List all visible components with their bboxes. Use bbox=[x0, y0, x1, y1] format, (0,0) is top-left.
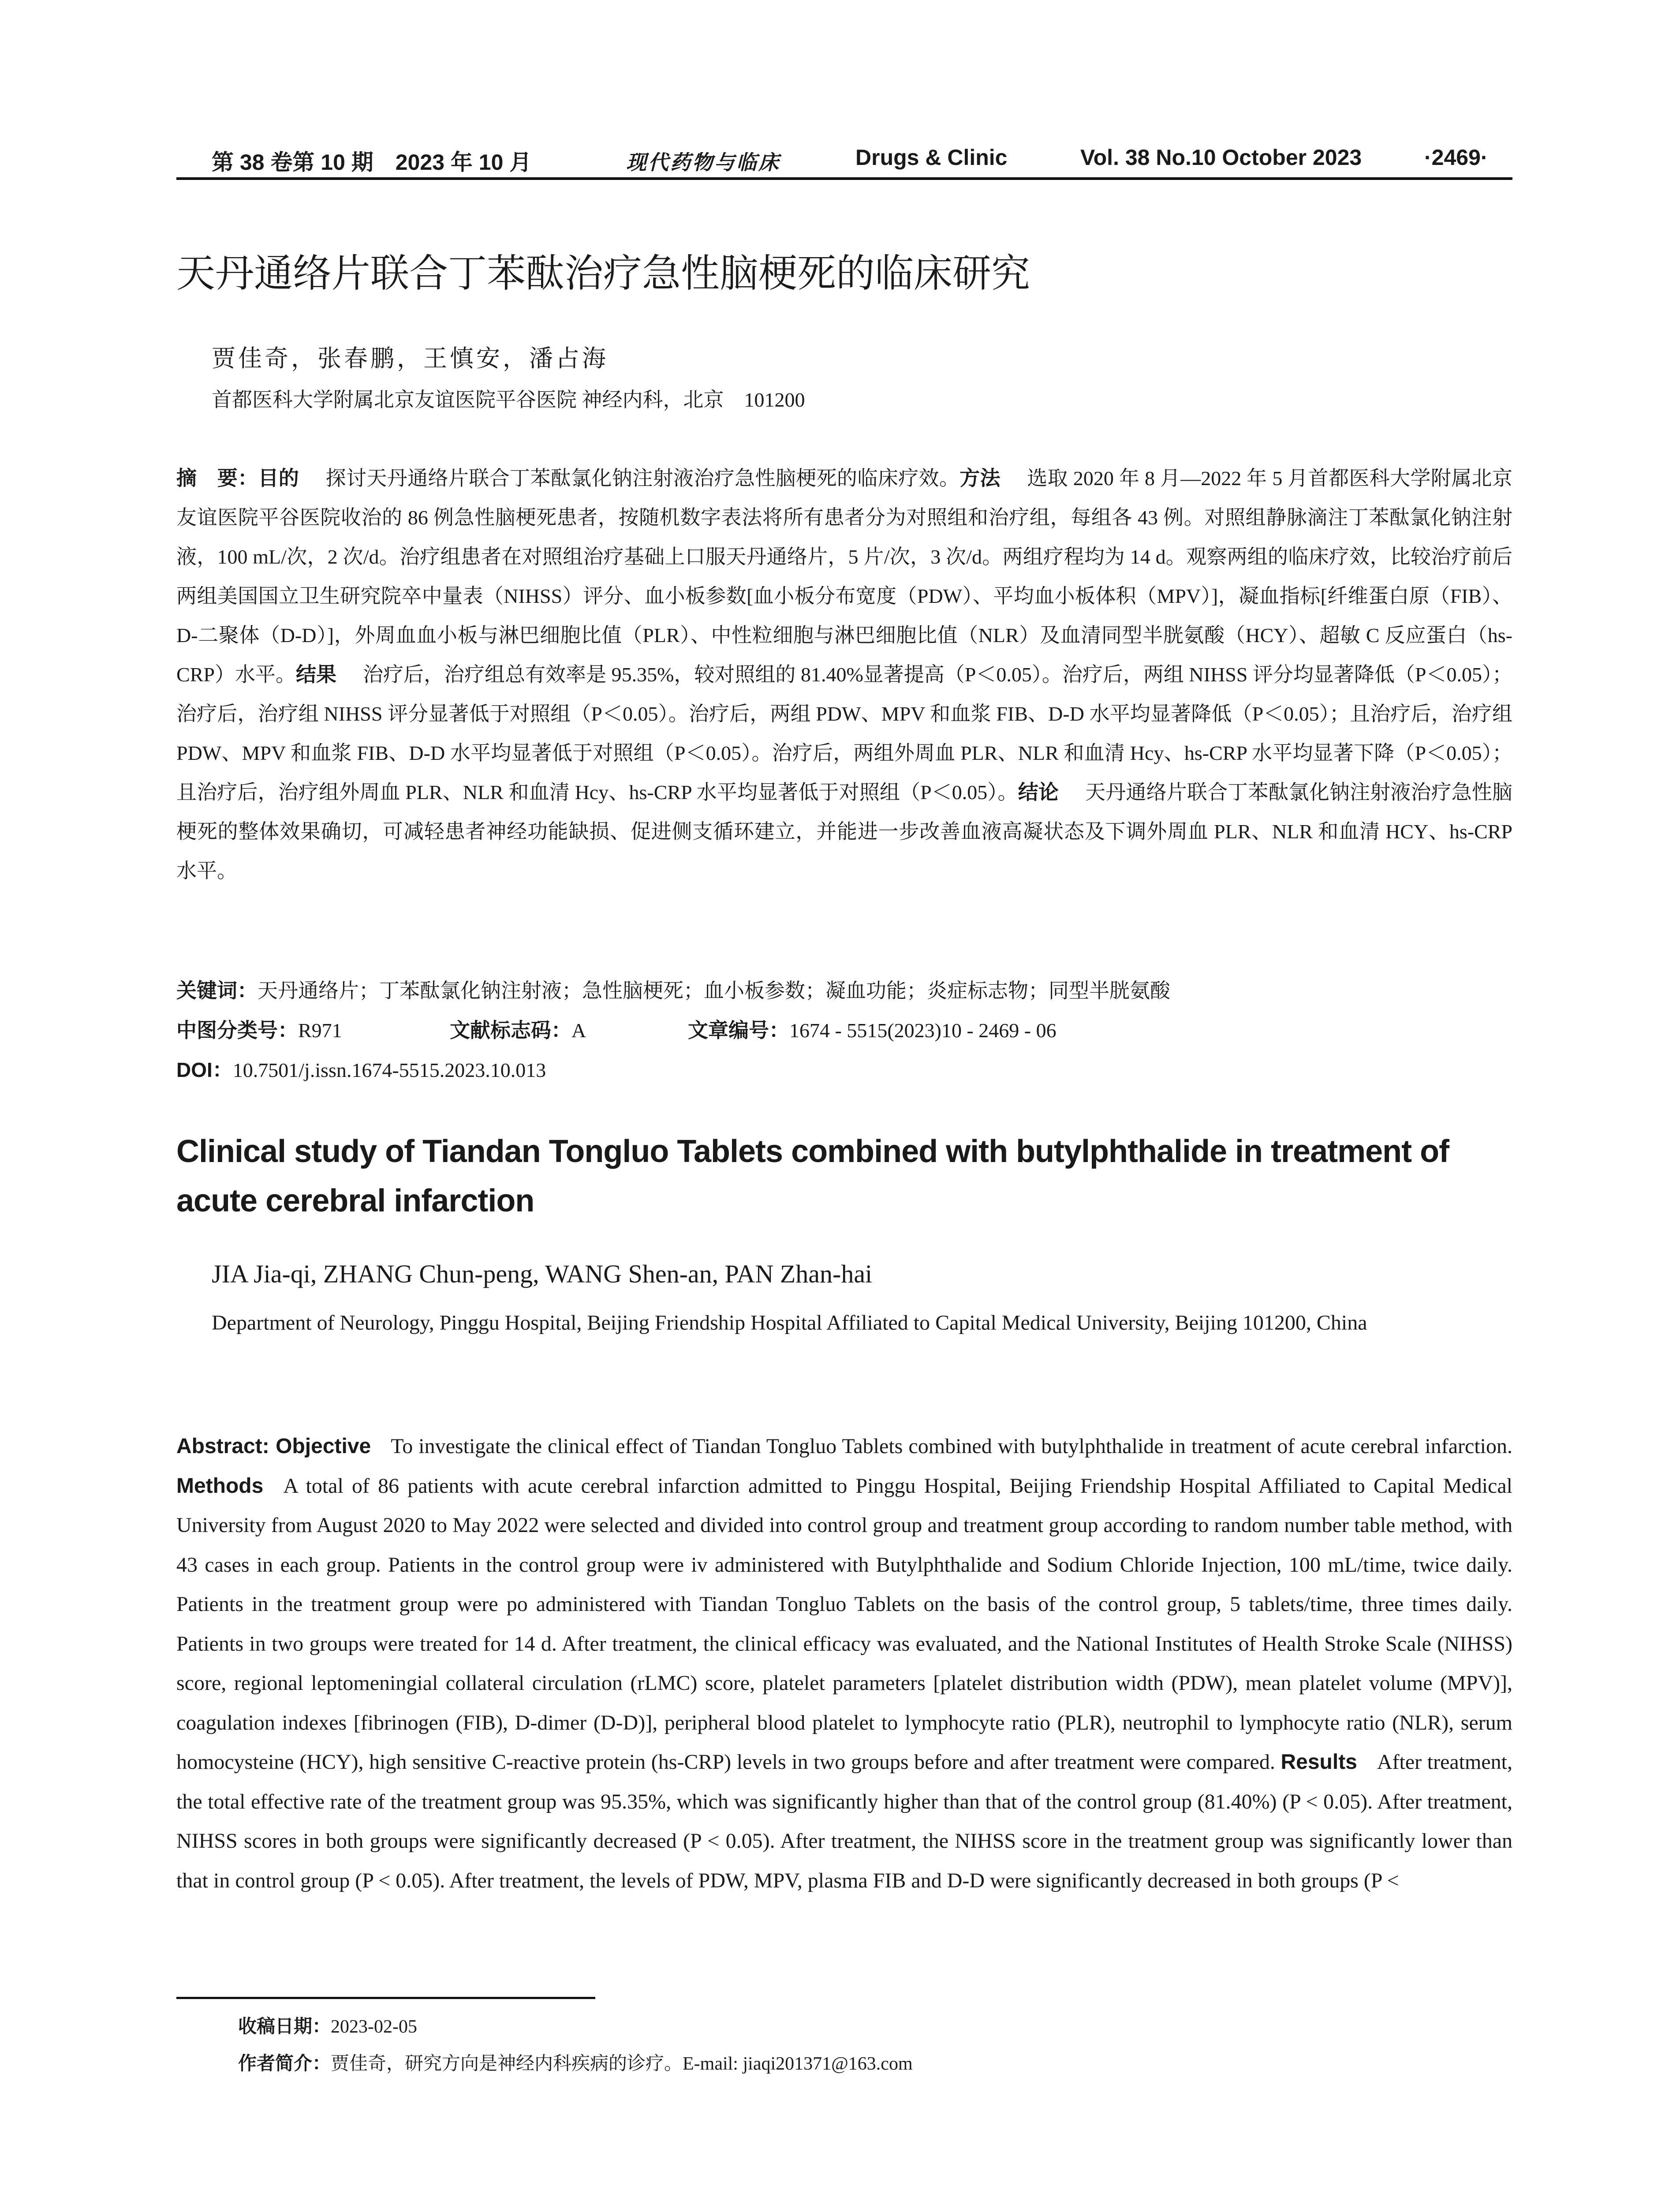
en-affiliation: Department of Neurology, Pinggu Hospital, Beijing Friendship Hospital Affiliated to Capital Medical University, Beijing 101200, China bbox=[212, 1311, 1367, 1334]
cn-keywords-label: 关键词： bbox=[176, 979, 258, 1002]
header-journal-en: Drugs & Clinic bbox=[855, 145, 1008, 170]
cn-abstract bbox=[176, 459, 1512, 890]
doccode-label: 文献标志码： bbox=[450, 1019, 571, 1042]
cn-classification bbox=[176, 1014, 1057, 1043]
cn-results: 治疗后，治疗组总有效率是 95.35%，较对照组的 81.40%显著提高（P＜0.05）。治疗后，两组 NIHSS 评分均显著降低（P＜0.05）；治疗后，治疗组 NIHSS 评分显著低于对照组（P＜0.05）。治疗后，两组 PDW、MPV 和血浆 FIB、D-D 水平均显著降低（P＜0.05）；且治疗后，治疗组 PDW、MPV 和血浆 FIB、D-D 水平均显著低于对照组（P＜0.05）。治疗后，两组外周血 PLR、NLR 和血清 Hcy、hs-CRP 水平均显著下降（P＜0.05）；且治疗后，治疗组外周血 PLR、NLR 和血清 Hcy、hs-CRP 水平均显著低于对照组（P＜0.05）。 bbox=[176, 663, 1512, 804]
en-methods-label: Methods bbox=[176, 1474, 264, 1498]
en-abstract bbox=[176, 1427, 1512, 1900]
cn-affiliation: 首都医科大学附属北京友谊医院平谷医院 神经内科，北京 101200 bbox=[212, 389, 805, 411]
cn-conclusion: 天丹通络片联合丁苯酞氯化钠注射液治疗急性脑梗死的整体效果确切，可减轻患者神经功能缺损、促进侧支循环建立，并能进一步改善血液高凝状态及下调外周血 PLR、NLR 和血清 HCY、hs-CRP 水平。 bbox=[176, 781, 1513, 882]
header-volume: Vol. 38 No.10 October 2023 bbox=[1080, 145, 1362, 170]
cn-title: 天丹通络片联合丁苯酞治疗急性脑梗死的临床研究 bbox=[176, 251, 1030, 295]
author-bio-label: 作者简介： bbox=[238, 2053, 331, 2074]
cn-objective-label: 目的 bbox=[258, 467, 299, 490]
author-bio: 贾佳奇，研究方向是神经内科疾病的诊疗。E-mail: jiaqi201371@163.com bbox=[331, 2054, 913, 2074]
cn-methods: 选取 2020 年 8 月—2022 年 5 月首都医科大学附属北京友谊医院平谷医院收治的 86 例急性脑梗死患者，按随机数字表法将所有患者分为对照组和治疗组，每组各 43 例。对照组静脉滴注丁苯酞氯化钠注射液，100 mL/次，2 次/d。治疗组患者在对照组治疗基础上口服天丹通络片，5 片/次，3 次/d。两组疗程均为 14 d。观察两组的临床疗效，比较治疗前后两组美国国立卫生研究院卒中量表（NIHSS）评分、血小板参数[血小板分布宽度（PDW）、平均血小板体积（MPV）]，凝血指标[纤维蛋白原（FIB）、D-二聚体（D-D）]，外周血血小板与淋巴细胞比值（PLR）、中性粒细胞与淋巴细胞比值（NLR）及血清同型半胱氨酸（HCY）、超敏 C 反应蛋白（hs-CRP）水平。 bbox=[176, 467, 1513, 686]
footnote-divider bbox=[176, 1997, 595, 1999]
en-title: Clinical study of Tiandan Tongluo Tablets combined with butylphthalide in treatment of acute cerebral infarction bbox=[176, 1134, 1449, 1218]
cn-results-label: 结果 bbox=[295, 663, 336, 686]
header-page-number: ·2469· bbox=[1424, 145, 1488, 170]
cn-authors: 贾佳奇，张春鹏，王慎安，潘占海 bbox=[212, 344, 609, 372]
doi-label: DOI： bbox=[176, 1058, 233, 1081]
cn-keywords bbox=[176, 975, 1170, 1004]
en-objective: To investigate the clinical effect of Tiandan Tongluo Tablets combined with butylphthalide in treatment of acute cerebral infarction. bbox=[391, 1435, 1512, 1458]
en-methods: A total of 86 patients with acute cerebral infarction admitted to Pinggu Hospital, Beijing Friendship Hospital Affiliated to Capital Medical University from August 2020 to May 2022 were selected and divided into control group and treatment group according to random number table method, with 43 cases in each group. Patients in the control group were iv administered with Butylphthalide and Sodium Chloride Injection, 100 mL/time, twice daily. Patients in the treatment group were po administered with Tiandan Tongluo Tablets on the basis of the control group, 5 tablets/time, three times daily. Patients in two groups were treated for 14 d. After treatment, the clinical efficacy was evaluated, and the National Institutes of Health Stroke Scale (NIHSS) score, regional leptomeningial collateral circulation (rLMC) score, platelet parameters [platelet distribution width (PDW), mean platelet volume (MPV)], coagulation indexes [fibrinogen (FIB), D-dimer (D-D)], peripheral blood platelet to lymphocyte ratio (PLR), neutrophil to lymphocyte ratio (NLR), serum homocysteine (HCY), high sensitive C-reactive protein (hs-CRP) levels in two groups before and after treatment were compared. bbox=[176, 1474, 1512, 1774]
footnote-received bbox=[238, 2012, 417, 2038]
en-authors: JIA Jia-qi, ZHANG Chun-peng, WANG Shen-an, PAN Zhan-hai bbox=[212, 1259, 873, 1288]
en-results-label: Results bbox=[1281, 1750, 1357, 1774]
en-abstract-label: Abstract: Objective bbox=[176, 1435, 371, 1458]
header-journal-cn: 现代药物与临床 bbox=[626, 150, 780, 174]
cn-methods-label: 方法 bbox=[959, 467, 1001, 490]
doi-link[interactable]: 10.7501/j.issn.1674-5515.2023.10.013 bbox=[232, 1059, 546, 1081]
cn-keywords-text: 天丹通络片；丁苯酞氯化钠注射液；急性脑梗死；血小板参数；凝血功能；炎症标志物；同型半胱氨酸 bbox=[258, 979, 1170, 1002]
running-header bbox=[176, 142, 1512, 180]
received-label: 收稿日期： bbox=[238, 2016, 331, 2037]
clc-value: R971 bbox=[298, 1019, 342, 1042]
cn-conclusion-label: 结论 bbox=[1018, 781, 1059, 804]
articleno-label: 文章编号： bbox=[688, 1019, 789, 1042]
clc-label: 中图分类号： bbox=[176, 1019, 298, 1042]
footnote-author bbox=[238, 2049, 913, 2075]
cn-abstract-label: 摘 要： bbox=[176, 467, 258, 490]
received-date: 2023-02-05 bbox=[331, 2017, 417, 2037]
doccode-value: A bbox=[571, 1019, 586, 1042]
header-issue: 第 38 卷第 10 期 2023 年 10 月 bbox=[212, 150, 532, 175]
articleno-value: 1674 - 5515(2023)10 - 2469 - 06 bbox=[789, 1019, 1057, 1042]
en-results: After treatment, the total effective rate of the treatment group was 95.35%, which was significantly higher than that of the control group (81.40%) (P < 0.05). After treatment, NIHSS scores in both groups were significantly decreased (P < 0.05). After treatment, the NIHSS score in the treatment group was significantly lower than that in control group (P < 0.05). After treatment, the levels of PDW, MPV, plasma FIB and D-D were significantly decreased in both groups (P < bbox=[176, 1750, 1513, 1892]
cn-doi bbox=[176, 1054, 546, 1083]
cn-objective: 探讨天丹通络片联合丁苯酞氯化钠注射液治疗急性脑梗死的临床疗效。 bbox=[325, 467, 960, 490]
